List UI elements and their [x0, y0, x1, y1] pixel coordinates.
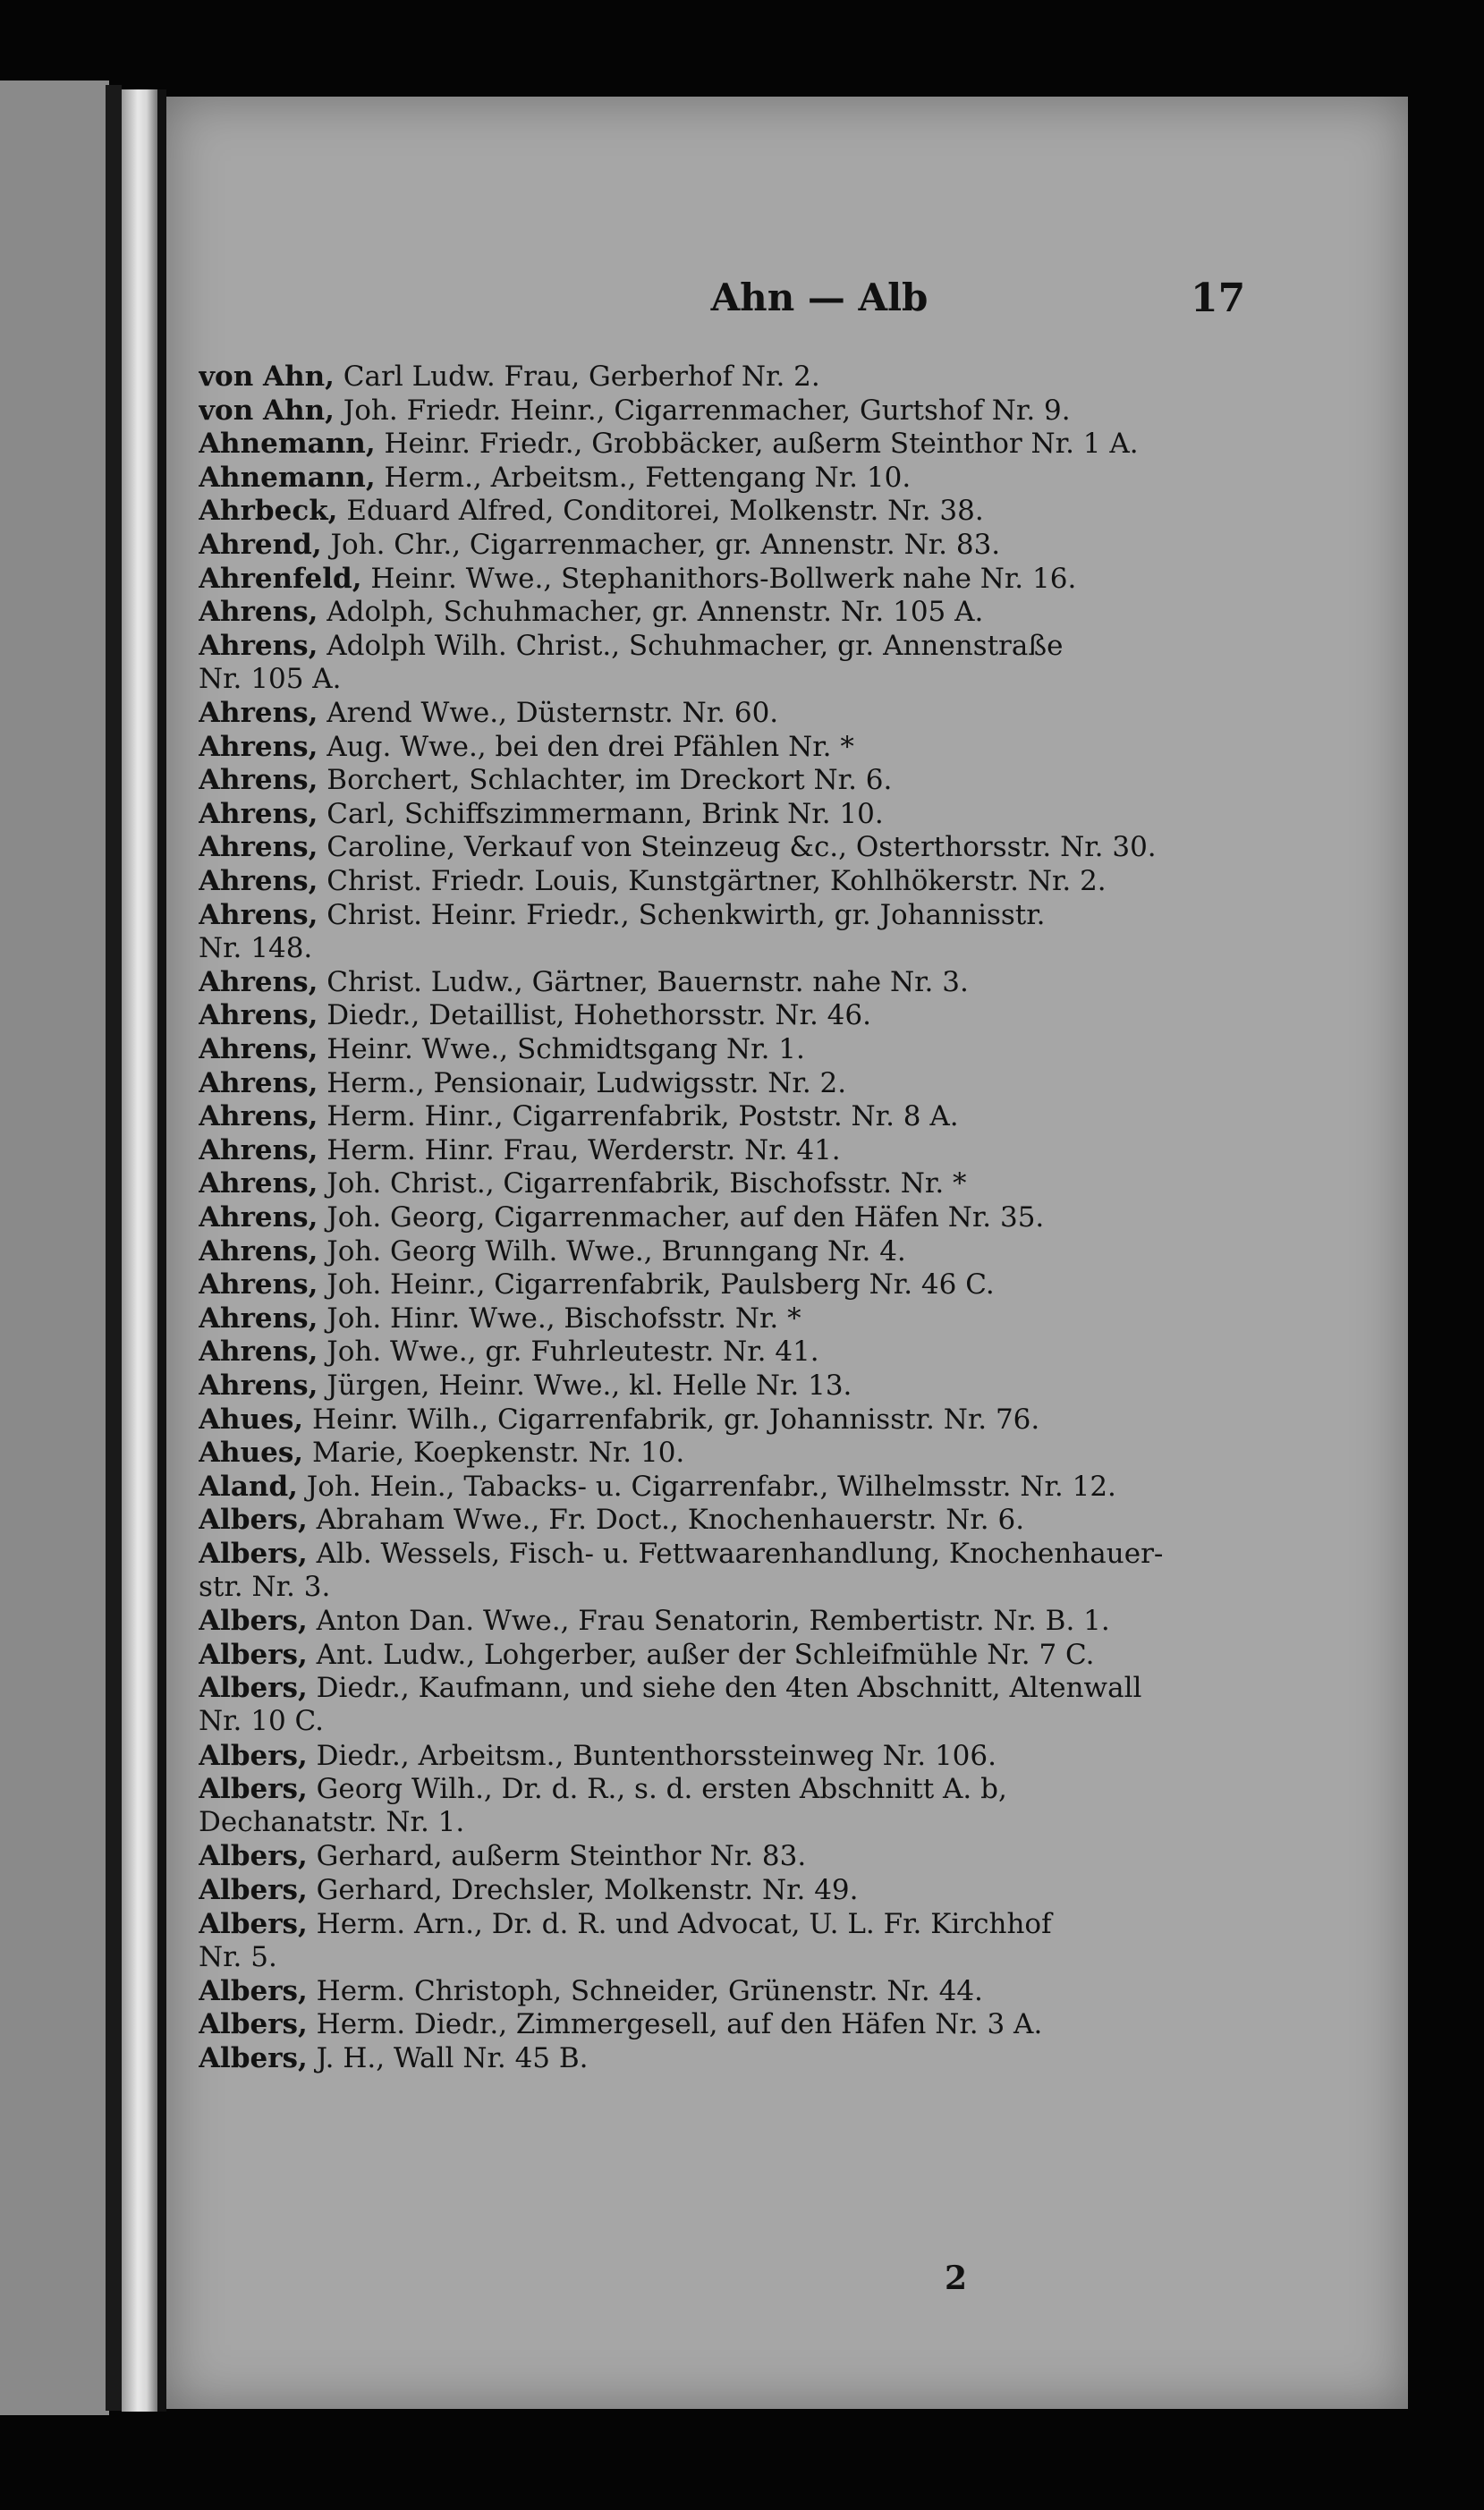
entry-details: Heinr. Friedr., Grobbäcker, außerm Steinthor Nr. 1 A. — [375, 428, 1139, 461]
directory-entry — [199, 1235, 1397, 1268]
entry-surname: Ahrens, — [199, 898, 318, 931]
entry-details: Herm. Christoph, Schneider, Grünenstr. Nr. 44. — [307, 1974, 983, 2007]
entry-details: Herm. Diedr., Zimmergesell, auf den Häfen Nr. 3 A. — [307, 2008, 1043, 2041]
entry-details: Aug. Wwe., bei den drei Pfählen Nr. * — [318, 730, 854, 763]
directory-entry — [199, 831, 1397, 864]
entry-details: Caroline, Verkauf von Steinzeug &c., Osterthorsstr. Nr. 30. — [318, 831, 1157, 864]
entry-details: Diedr., Detaillist, Hohethorsstr. Nr. 46. — [318, 999, 871, 1032]
entry-surname: Albers, — [199, 1672, 308, 1705]
page-number: 17 — [1191, 276, 1246, 321]
directory-entry — [199, 1740, 1397, 1773]
entry-details: Anton Dan. Wwe., Frau Senatorin, Rembertistr. Nr. B. 1. — [307, 1605, 1110, 1638]
entry-surname: Albers, — [199, 1874, 308, 1906]
entry-details: Christ. Ludw., Gärtner, Bauernstr. nahe Nr. 3. — [318, 965, 969, 998]
directory-entry — [199, 495, 1397, 528]
entry-details: Herm. Arn., Dr. d. R. und Advocat, U. L. Fr. Kirchhof — [307, 1907, 1052, 1940]
entry-continuation: Dechanatstr. Nr. 1. — [199, 1806, 465, 1839]
entry-details: Alb. Wessels, Fisch- u. Fettwaarenhandlung, Knochenhauer- — [307, 1538, 1164, 1570]
directory-entry — [199, 966, 1397, 999]
entry-surname: Ahrens, — [199, 1336, 318, 1369]
directory-entry — [199, 394, 1397, 428]
entry-surname: Ahrens, — [199, 1268, 318, 1302]
directory-page — [166, 97, 1408, 2409]
entry-surname: von Ahn, — [199, 394, 335, 427]
entry-details: Heinr. Wwe., Stephanithors-Bollwerk nahe Nr. 16. — [361, 562, 1077, 595]
directory-entry — [199, 1672, 1397, 1738]
directory-entry — [199, 1471, 1397, 1504]
directory-entry — [199, 360, 1397, 394]
directory-entry — [199, 1167, 1397, 1200]
signature-mark: 2 — [945, 2260, 968, 2297]
entry-details: Joh. Georg, Cigarrenmacher, auf den Häfen Nr. 35. — [318, 1201, 1045, 1234]
entry-surname: Ahrend, — [199, 529, 322, 561]
entry-details: Herm. Hinr., Cigarrenfabrik, Poststr. Nr. 8 A. — [318, 1100, 959, 1133]
directory-entry — [199, 1134, 1397, 1167]
entry-details: Marie, Koepkenstr. Nr. 10. — [303, 1437, 685, 1470]
directory-entry — [199, 1975, 1397, 2008]
facing-page-edge — [0, 81, 109, 2415]
entry-surname: Ahrbeck, — [199, 495, 338, 528]
directory-entry — [199, 1504, 1397, 1537]
directory-entry — [199, 596, 1397, 629]
entry-details: Joh. Friedr. Heinr., Cigarrenmacher, Gurtshof Nr. 9. — [334, 394, 1071, 427]
directory-entry — [199, 1100, 1397, 1133]
directory-entry — [199, 630, 1397, 696]
entry-surname: Ahrens, — [199, 831, 318, 864]
entry-details: Diedr., Arbeitsm., Buntenthorssteinweg Nr. 106. — [307, 1739, 996, 1772]
entry-details: Joh. Heinr., Cigarrenfabrik, Paulsberg Nr. 46 C. — [318, 1268, 995, 1302]
directory-entry — [199, 1336, 1397, 1369]
entry-surname: von Ahn, — [199, 360, 335, 393]
directory-entry — [199, 1067, 1397, 1100]
entry-continuation: Nr. 148. — [199, 931, 313, 964]
entry-details: Carl, Schiffszimmermann, Brink Nr. 10. — [318, 797, 884, 830]
entry-surname: Ahrens, — [199, 965, 318, 998]
binding-strip — [122, 89, 157, 2412]
directory-entry — [199, 1437, 1397, 1470]
directory-entry — [199, 865, 1397, 898]
directory-entry — [199, 2042, 1397, 2075]
entry-details: Eduard Alfred, Conditorei, Molkenstr. Nr. 38. — [337, 495, 984, 528]
directory-entry — [199, 462, 1397, 495]
entry-surname: Albers, — [199, 1504, 308, 1537]
entry-surname: Albers, — [199, 1638, 308, 1671]
entry-details: Adolph Wilh. Christ., Schuhmacher, gr. Annenstraße — [318, 629, 1064, 662]
entry-details: Heinr. Wwe., Schmidtsgang Nr. 1. — [318, 1033, 805, 1065]
entry-surname: Ahrens, — [199, 1201, 318, 1234]
entry-surname: Albers, — [199, 1605, 308, 1638]
entry-continuation: str. Nr. 3. — [199, 1571, 331, 1603]
entry-details: Herm., Pensionair, Ludwigsstr. Nr. 2. — [318, 1066, 847, 1099]
directory-entry — [199, 1403, 1397, 1437]
entry-continuation: Nr. 5. — [199, 1940, 277, 1973]
gutter-shadow — [106, 85, 122, 2411]
entry-details: Herm. Hinr. Frau, Werderstr. Nr. 41. — [318, 1133, 841, 1166]
entry-surname: Albers, — [199, 1974, 308, 2007]
entry-details: Christ. Heinr. Friedr., Schenkwirth, gr. Johannisstr. — [318, 898, 1046, 931]
entry-surname: Ahrens, — [199, 1133, 318, 1166]
entry-details: Carl Ludw. Frau, Gerberhof Nr. 2. — [334, 360, 820, 393]
directory-entry — [199, 798, 1397, 831]
entry-details: Borchert, Schlachter, im Dreckort Nr. 6. — [318, 764, 893, 797]
entry-details: Diedr., Kaufmann, und siehe den 4ten Abschnitt, Altenwall — [307, 1672, 1142, 1705]
entry-surname: Albers, — [199, 1907, 308, 1940]
entry-details: Georg Wilh., Dr. d. R., s. d. ersten Abschnitt A. b, — [307, 1773, 1007, 1806]
entry-details: Joh. Hein., Tabacks- u. Cigarrenfabr., Wilhelmsstr. Nr. 12. — [297, 1470, 1116, 1503]
entry-surname: Aland, — [199, 1470, 298, 1503]
running-head — [166, 276, 1408, 338]
entry-details: Ant. Ludw., Lohgerber, außer der Schleifmühle Nr. 7 C. — [307, 1638, 1095, 1671]
directory-entry — [199, 697, 1397, 730]
entry-surname: Ahues, — [199, 1437, 304, 1470]
entry-surname: Ahrens, — [199, 1302, 318, 1335]
entry-details: Jürgen, Heinr. Wwe., kl. Helle Nr. 13. — [318, 1369, 852, 1402]
entry-surname: Ahrens, — [199, 730, 318, 763]
entry-surname: Ahrens, — [199, 1033, 318, 1065]
entry-details: Heinr. Wilh., Cigarrenfabrik, gr. Johannisstr. Nr. 76. — [303, 1403, 1040, 1436]
directory-entry — [199, 899, 1397, 965]
directory-entry — [199, 1840, 1397, 1873]
directory-entry — [199, 764, 1397, 797]
directory-entry — [199, 1268, 1397, 1302]
directory-entry — [199, 1033, 1397, 1066]
entry-details: Joh. Chr., Cigarrenmacher, gr. Annenstr. Nr. 83. — [321, 529, 1001, 561]
page-title: Ahn — Alb — [710, 276, 929, 319]
directory-entry — [199, 1369, 1397, 1403]
entry-surname: Albers, — [199, 1739, 308, 1772]
entry-surname: Ahues, — [199, 1403, 304, 1436]
entry-details: Gerhard, Drechsler, Molkenstr. Nr. 49. — [307, 1874, 859, 1906]
entry-continuation: Nr. 105 A. — [199, 662, 342, 695]
entry-details: Joh. Hinr. Wwe., Bischofsstr. Nr. * — [318, 1302, 801, 1335]
entry-surname: Ahrens, — [199, 1100, 318, 1133]
entry-surname: Ahrens, — [199, 999, 318, 1032]
entry-surname: Albers, — [199, 2008, 308, 2041]
binding-gap — [157, 89, 166, 2412]
directory-entry — [199, 1201, 1397, 1234]
entry-surname: Ahnemann, — [199, 428, 376, 461]
entry-surname: Ahrens, — [199, 629, 318, 662]
entry-surname: Ahrens, — [199, 1369, 318, 1402]
entry-surname: Ahrens, — [199, 1066, 318, 1099]
directory-entry — [199, 563, 1397, 596]
directory-entry — [199, 731, 1397, 764]
entry-surname: Ahnemann, — [199, 461, 376, 494]
entry-details: Adolph, Schuhmacher, gr. Annenstr. Nr. 105 A. — [318, 596, 984, 629]
entry-surname: Ahrens, — [199, 1167, 318, 1200]
entry-surname: Ahrens, — [199, 697, 318, 729]
directory-entry — [199, 1874, 1397, 1907]
entry-details: Joh. Georg Wilh. Wwe., Brunngang Nr. 4. — [318, 1234, 906, 1268]
entry-details: Joh. Wwe., gr. Fuhrleutestr. Nr. 41. — [318, 1336, 819, 1369]
directory-entry — [199, 1773, 1397, 1839]
entry-surname: Albers, — [199, 2042, 308, 2074]
entry-details: Abraham Wwe., Fr. Doct., Knochenhauerstr. Nr. 6. — [307, 1504, 1025, 1537]
directory-entry — [199, 1908, 1397, 1974]
entry-surname: Ahrens, — [199, 865, 318, 897]
entry-details: J. H., Wall Nr. 45 B. — [307, 2042, 589, 2074]
entry-details: Gerhard, außerm Steinthor Nr. 83. — [307, 1840, 807, 1873]
entry-surname: Albers, — [199, 1840, 308, 1873]
entry-surname: Albers, — [199, 1773, 308, 1806]
entry-continuation: Nr. 10 C. — [199, 1705, 325, 1738]
entry-surname: Ahrens, — [199, 797, 318, 830]
entry-surname: Ahrens, — [199, 764, 318, 797]
entry-surname: Albers, — [199, 1538, 308, 1570]
directory-entry — [199, 999, 1397, 1032]
entry-surname: Ahrens, — [199, 1234, 318, 1268]
directory-entry — [199, 2008, 1397, 2041]
entry-surname: Ahrenfeld, — [199, 562, 362, 595]
entry-details: Joh. Christ., Cigarrenfabrik, Bischofsstr. Nr. * — [318, 1167, 967, 1200]
directory-entry — [199, 428, 1397, 461]
directory-entry — [199, 1605, 1397, 1638]
directory-entry — [199, 529, 1397, 562]
entry-details: Christ. Friedr. Louis, Kunstgärtner, Kohlhökerstr. Nr. 2. — [318, 865, 1107, 897]
directory-entry — [199, 1538, 1397, 1604]
entry-surname: Ahrens, — [199, 596, 318, 629]
entry-details: Herm., Arbeitsm., Fettengang Nr. 10. — [375, 461, 912, 494]
entry-details: Arend Wwe., Düsternstr. Nr. 60. — [318, 697, 779, 729]
directory-entry — [199, 1639, 1397, 1672]
directory-entry — [199, 1302, 1397, 1336]
